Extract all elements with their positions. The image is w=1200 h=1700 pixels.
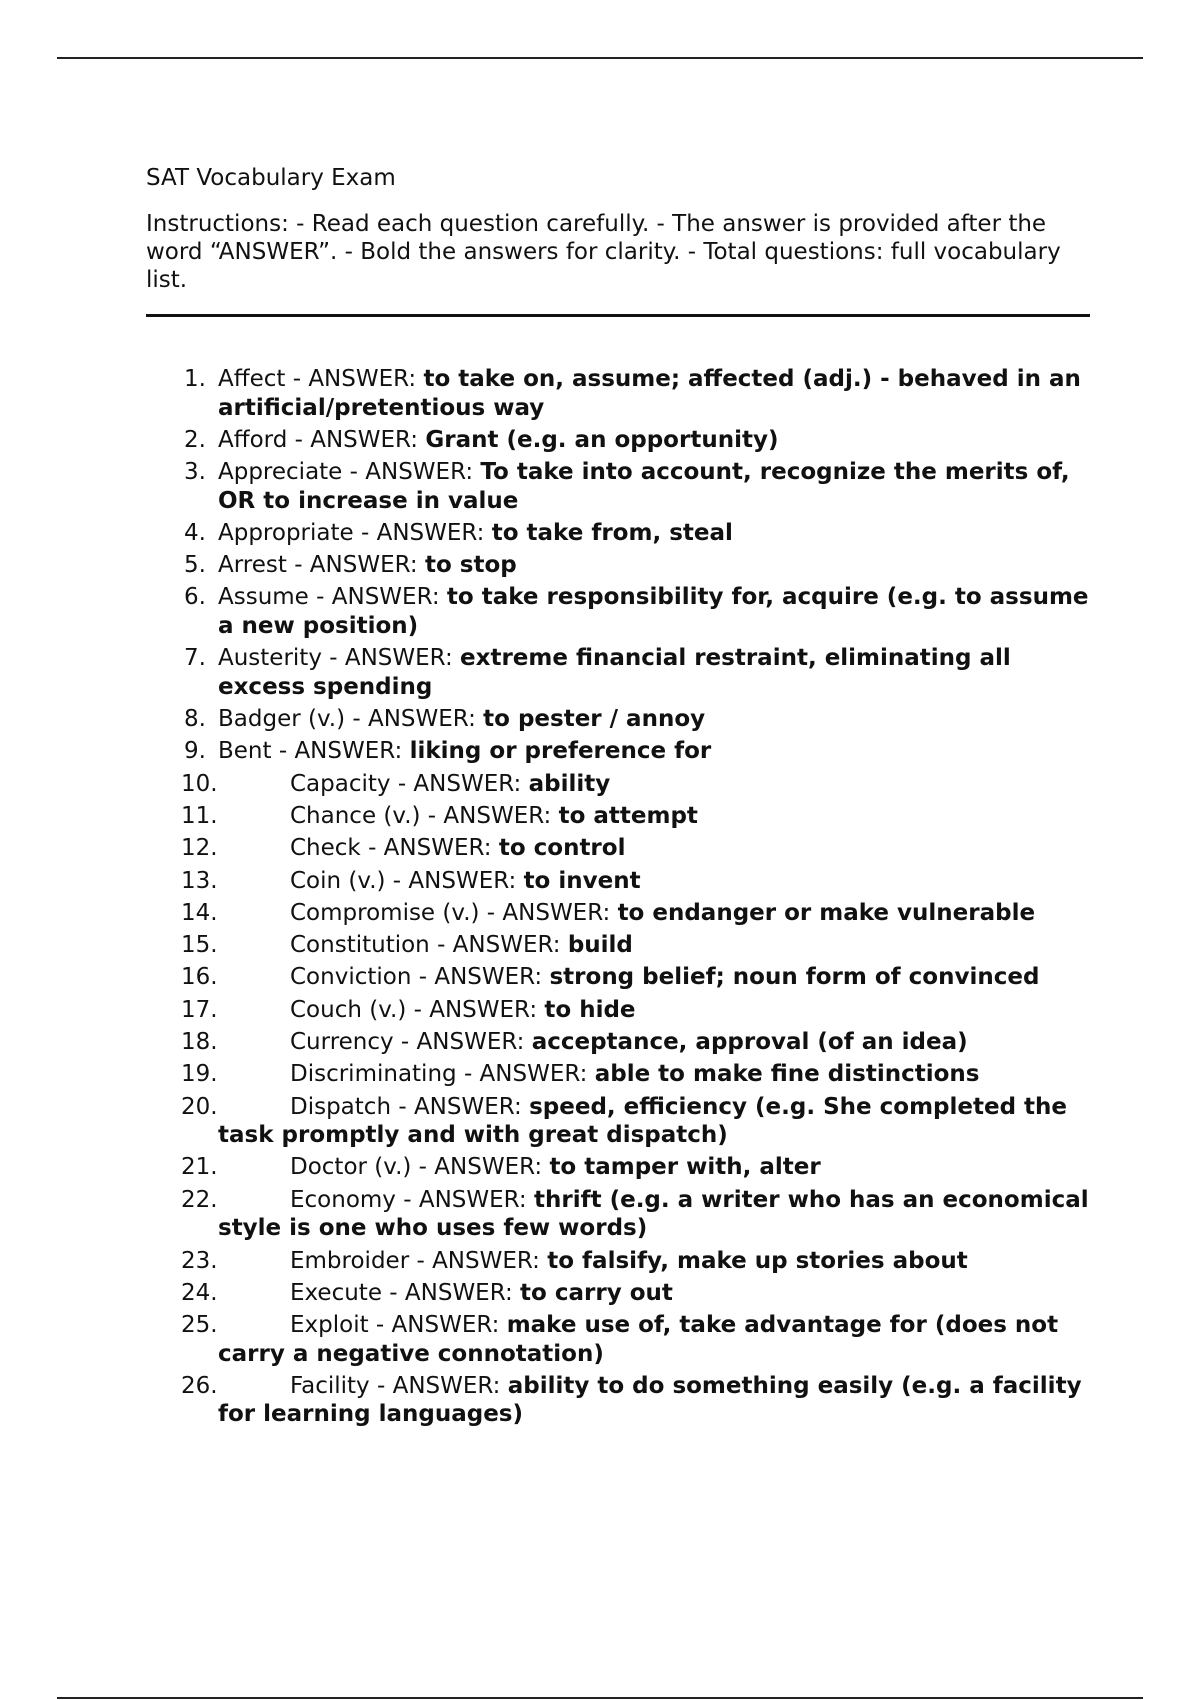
item-answer: to falsify, make up stories about — [547, 1247, 968, 1274]
item-answer: to hide — [544, 996, 636, 1023]
item-answer: make use of, take advantage for (does not carry a negative connotation) — [218, 1312, 1059, 1367]
vocab-item — [146, 770, 1103, 799]
item-number: 10. — [181, 770, 218, 797]
item-number: 17. — [181, 996, 218, 1023]
vocabulary-list — [146, 365, 1090, 1429]
item-answer: to invent — [523, 867, 641, 894]
item-answer: speed, efficiency (e.g. She completed the task promptly and with great dispatch) — [218, 1093, 1068, 1149]
document-body — [146, 164, 1090, 1433]
vocab-item — [146, 583, 1103, 640]
item-term: Appropriate - ANSWER: — [218, 519, 492, 546]
item-number: 26. — [181, 1372, 218, 1399]
vocab-item — [146, 1186, 1103, 1243]
item-term: Doctor (v.) - ANSWER: — [290, 1154, 550, 1181]
vocab-item — [146, 737, 1103, 766]
item-answer: to carry out — [520, 1279, 673, 1306]
item-term: Badger (v.) - ANSWER: — [218, 706, 484, 733]
page-top-rule — [57, 57, 1143, 59]
vocab-item — [146, 899, 1103, 928]
section-divider — [146, 314, 1090, 317]
instructions-text: Instructions: - Read each question carefully. - The answer is provided after the word “ANSWER”. - Bold the answers for clarity. - Total questions: full vocabulary list. — [146, 211, 1061, 293]
vocab-item — [146, 365, 1103, 422]
item-number: 14. — [181, 899, 218, 926]
item-term: Facility - ANSWER: — [290, 1372, 508, 1399]
item-answer: to tamper with, alter — [549, 1154, 821, 1181]
vocab-item — [146, 458, 1103, 515]
item-number: 21. — [181, 1154, 218, 1181]
item-number: 22. — [181, 1186, 218, 1213]
item-number: 24. — [181, 1279, 218, 1306]
item-answer: to endanger or make vulnerable — [617, 899, 1036, 926]
item-answer: to take on, assume; affected (adj.) - behaved in an artificial/pretentious way — [218, 366, 1081, 421]
item-number: 3. — [184, 459, 206, 486]
item-term: Appreciate - ANSWER: — [218, 459, 481, 486]
vocab-item — [146, 1372, 1103, 1429]
item-number: 8. — [184, 706, 206, 733]
item-term: Embroider - ANSWER: — [290, 1247, 548, 1274]
item-term: Exploit - ANSWER: — [290, 1312, 507, 1339]
item-answer: thrift (e.g. a writer who has an economical style is one who uses few words) — [218, 1186, 1089, 1242]
item-term: Austerity - ANSWER: — [218, 645, 461, 672]
item-term: Check - ANSWER: — [290, 835, 499, 862]
item-number: 20. — [181, 1093, 218, 1120]
item-answer: strong belief; noun form of convinced — [549, 964, 1040, 991]
item-term: Economy - ANSWER: — [290, 1186, 534, 1213]
vocab-item — [146, 867, 1103, 896]
item-number: 15. — [181, 932, 218, 959]
item-answer: to attempt — [558, 802, 698, 829]
vocab-item — [146, 963, 1103, 992]
item-number: 18. — [181, 1029, 218, 1056]
item-term: Compromise (v.) - ANSWER: — [290, 899, 618, 926]
page-bottom-rule — [57, 1697, 1143, 1699]
vocab-item — [146, 1311, 1103, 1368]
item-term: Discriminating - ANSWER: — [290, 1061, 595, 1088]
vocab-item — [146, 426, 1103, 455]
item-term: Capacity - ANSWER: — [290, 770, 529, 797]
item-number: 4. — [184, 519, 206, 546]
vocab-item — [146, 931, 1103, 960]
item-term: Coin (v.) - ANSWER: — [290, 867, 524, 894]
item-term: Assume - ANSWER: — [218, 584, 447, 611]
item-number: 11. — [181, 802, 218, 829]
item-number: 6. — [184, 584, 206, 611]
item-term: Couch (v.) - ANSWER: — [290, 996, 545, 1023]
item-answer: acceptance, approval (of an idea) — [531, 1029, 968, 1056]
vocab-item — [146, 644, 1103, 701]
item-answer: extreme financial restraint, eliminating all excess spending — [218, 645, 1011, 700]
item-number: 2. — [184, 426, 206, 453]
item-number: 23. — [181, 1247, 218, 1274]
item-term: Affect - ANSWER: — [218, 366, 424, 392]
item-term: Conviction - ANSWER: — [290, 964, 550, 991]
item-answer: to take responsibility for, acquire (e.g. to assume a new position) — [218, 584, 1089, 639]
item-number: 13. — [181, 867, 218, 894]
item-term: Execute - ANSWER: — [290, 1279, 521, 1306]
item-answer: to pester / annoy — [483, 706, 706, 733]
item-number: 1. — [184, 366, 206, 392]
item-term: Bent - ANSWER: — [218, 738, 410, 765]
item-number: 12. — [181, 835, 218, 862]
item-term: Afford - ANSWER: — [218, 426, 426, 453]
item-answer: To take into account, recognize the merits of, OR to increase in value — [218, 459, 1070, 514]
item-answer: to control — [498, 835, 626, 862]
item-answer: ability to do something easily (e.g. a facility for learning languages) — [218, 1372, 1082, 1428]
item-answer: to take from, steal — [491, 519, 733, 546]
vocab-item — [146, 1279, 1103, 1308]
vocab-item — [146, 802, 1103, 831]
vocab-item — [146, 1093, 1103, 1150]
item-term: Constitution - ANSWER: — [290, 932, 568, 959]
item-answer: to stop — [424, 552, 517, 579]
vocab-item — [146, 1153, 1103, 1182]
item-number: 25. — [181, 1312, 218, 1339]
item-term: Arrest - ANSWER: — [218, 552, 425, 579]
item-number: 7. — [184, 645, 206, 672]
item-answer: liking or preference for — [409, 738, 712, 765]
vocab-item — [146, 1028, 1103, 1057]
vocab-item — [146, 551, 1103, 580]
item-answer: ability — [528, 770, 611, 797]
item-term: Dispatch - ANSWER: — [290, 1093, 530, 1120]
vocab-item — [146, 705, 1103, 734]
item-term: Currency - ANSWER: — [290, 1029, 532, 1056]
document-title: SAT Vocabulary Exam — [146, 165, 396, 191]
vocab-item — [146, 996, 1103, 1025]
item-number: 16. — [181, 964, 218, 991]
item-number: 9. — [184, 738, 206, 765]
vocab-item — [146, 834, 1103, 863]
item-answer: able to make fine distinctions — [594, 1061, 980, 1088]
item-number: 19. — [181, 1061, 218, 1088]
item-answer: build — [567, 932, 633, 959]
vocab-item — [146, 1060, 1103, 1089]
item-answer: Grant (e.g. an opportunity) — [425, 426, 779, 453]
vocab-item — [146, 1247, 1103, 1276]
item-term: Chance (v.) - ANSWER: — [290, 802, 559, 829]
vocab-item — [146, 519, 1103, 548]
item-number: 5. — [184, 552, 206, 579]
